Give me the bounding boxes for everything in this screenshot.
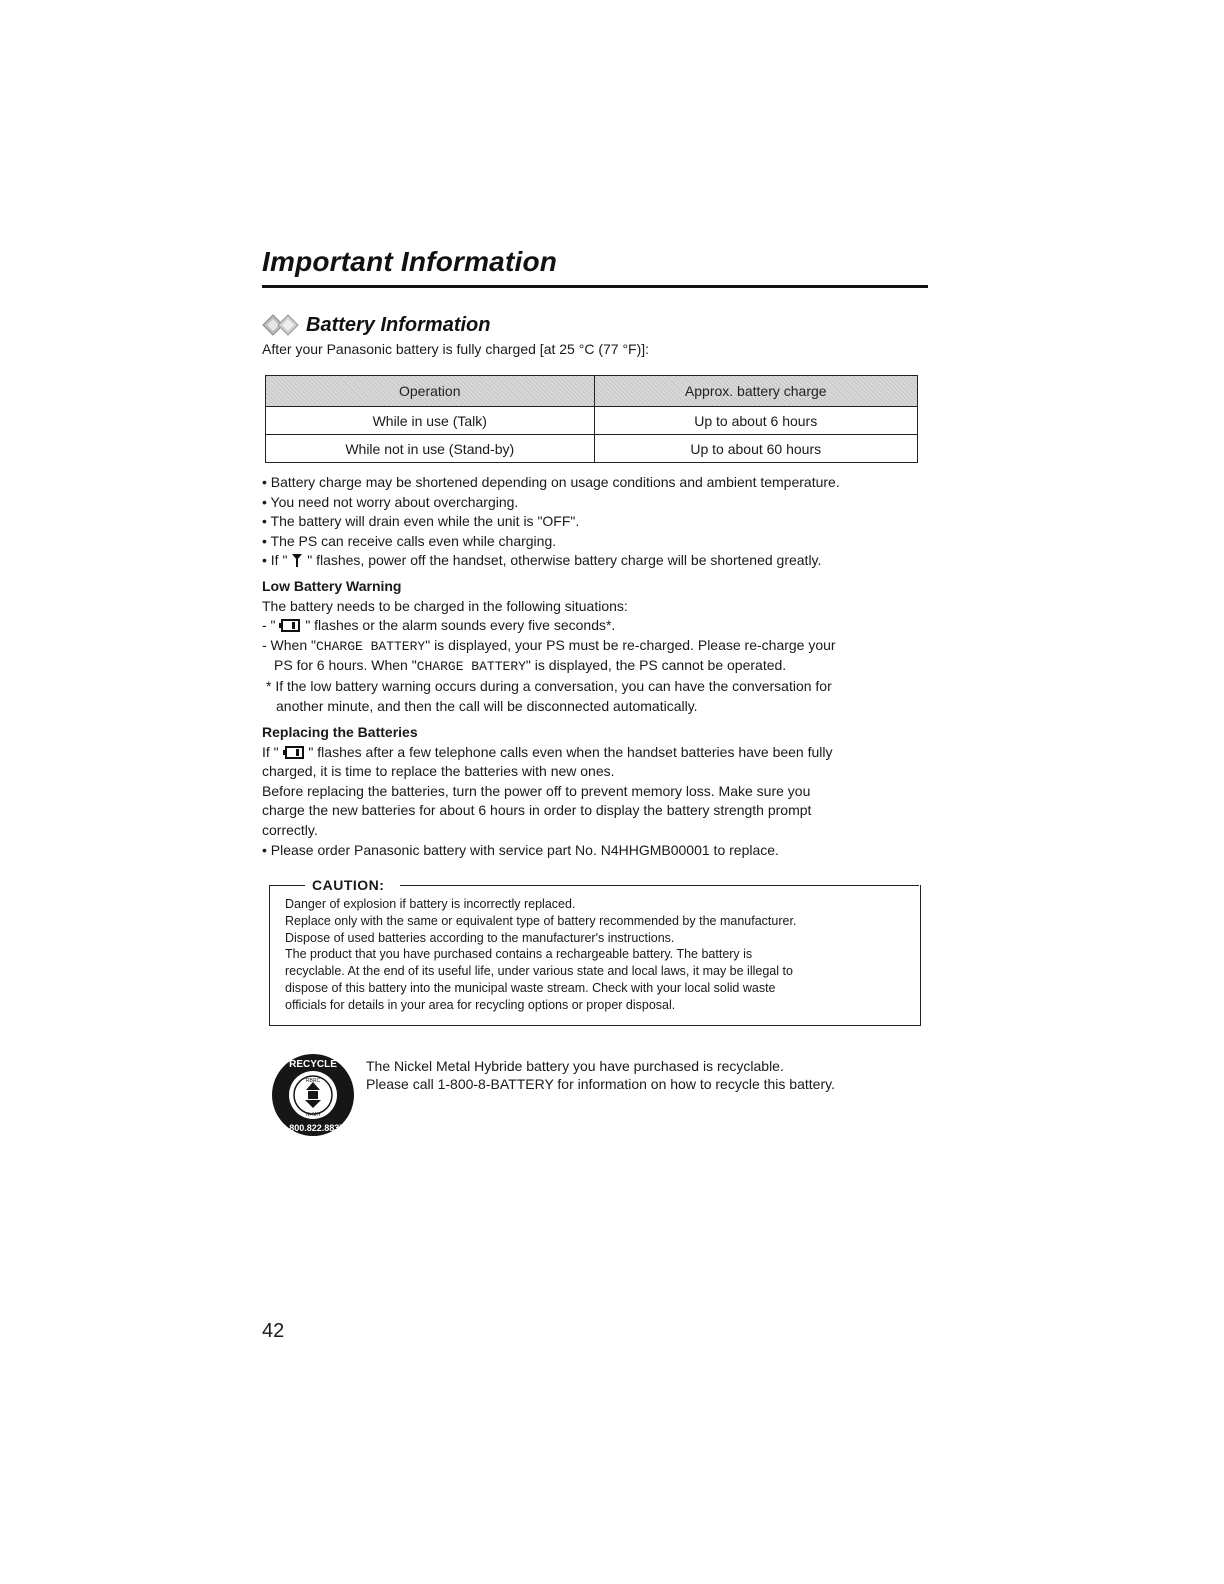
svg-text:RBRC: RBRC xyxy=(305,1078,321,1084)
list-item: • Please order Panasonic battery with service part No. N4HHGMB00001 to replace. xyxy=(262,841,779,858)
caution-line: officials for details in your area for recycling options or proper disposal. xyxy=(285,997,676,1012)
paragraph xyxy=(262,743,833,763)
page-number: 42 xyxy=(262,1320,285,1342)
table-cell: Up to about 60 hours xyxy=(594,435,918,463)
caution-line: recyclable. At the end of its useful life, under various state and local laws, it may be illegal to xyxy=(285,964,793,979)
low-battery-section xyxy=(262,577,836,716)
battery-table xyxy=(265,375,918,463)
paragraph: charged, it is time to replace the batteries with new ones. xyxy=(262,763,615,780)
paragraph: Before replacing the batteries, turn the power off to prevent memory loss. Make sure you xyxy=(262,782,811,799)
list-item: • The PS can receive calls even while charging. xyxy=(262,532,557,549)
caution-text xyxy=(285,896,910,1014)
item-text: " is displayed, your PS must be re-charged. Please re-charge your xyxy=(425,636,836,653)
replacing-section xyxy=(262,723,833,860)
caution-border xyxy=(400,885,919,886)
list-item xyxy=(262,551,840,571)
diamond-bullet-icon xyxy=(262,314,300,336)
list-item xyxy=(262,656,836,677)
table-header-row xyxy=(266,376,918,407)
item-text: " flashes or the alarm sounds every five seconds*. xyxy=(305,617,616,634)
table-cell: While in use (Talk) xyxy=(266,407,595,435)
caution-line: dispose of this battery into the municipal waste stream. Check with your local solid waste xyxy=(285,980,776,995)
item-text: " is displayed, the PS cannot be operated. xyxy=(525,657,787,674)
svg-text:1.800.822.8837: 1.800.822.8837 xyxy=(281,1123,345,1133)
recycle-seal-icon xyxy=(270,1052,356,1138)
antenna-icon xyxy=(291,553,303,567)
title-rule xyxy=(262,285,928,288)
table-row xyxy=(266,435,918,463)
list-item: • The battery will drain even while the unit is "OFF". xyxy=(262,513,580,530)
footnote: another minute, and then the call will be disconnected automatically. xyxy=(276,697,698,714)
item-text: - When " xyxy=(262,636,316,653)
section-intro: After your Panasonic battery is fully charged [at 25 °C (77 °F)]: xyxy=(262,341,650,357)
page-title: Important Information xyxy=(262,246,558,277)
list-item: • You need not worry about overcharging. xyxy=(262,493,519,510)
paragraph-text: " flashes after a few telephone calls even when the handset batteries have been fully xyxy=(308,743,833,760)
subheading-low-battery: Low Battery Warning xyxy=(262,578,402,594)
caution-line: Danger of explosion if battery is incorrectly replaced. xyxy=(285,897,576,911)
footnote: * If the low battery warning occurs during a conversation, you can have the conversation for xyxy=(266,677,832,694)
display-message: CHARGE BATTERY xyxy=(416,659,526,675)
svg-text:RECYCLE: RECYCLE xyxy=(289,1059,337,1070)
caution-line: Replace only with the same or equivalent type of battery recommended by the manufacturer. xyxy=(285,913,797,928)
table-header: Operation xyxy=(266,376,595,407)
item-text: PS for 6 hours. When " xyxy=(274,657,417,674)
list-item xyxy=(262,616,836,636)
note-text: • If " xyxy=(262,552,288,569)
table-cell: Up to about 6 hours xyxy=(594,407,918,435)
battery-low-icon xyxy=(279,619,301,632)
caution-label: CAUTION: xyxy=(312,877,385,893)
caution-line: Dispose of used batteries according to the manufacturer's instructions. xyxy=(285,930,675,945)
battery-low-icon xyxy=(283,746,305,759)
table-header: Approx. battery charge xyxy=(594,376,918,407)
list-item xyxy=(262,636,836,657)
recycle-line: The Nickel Metal Hybride battery you have purchased is recyclable. xyxy=(366,1058,784,1074)
caution-border xyxy=(269,885,305,886)
note-text: " flashes, power off the handset, otherwise battery charge will be shortened greatly. xyxy=(307,552,822,569)
svg-text:Ni-MH: Ni-MH xyxy=(305,1112,321,1118)
caution-line: The product that you have purchased contains a rechargeable battery. The battery is xyxy=(285,947,753,962)
paragraph: correctly. xyxy=(262,821,318,838)
subheading-replacing: Replacing the Batteries xyxy=(262,724,418,740)
item-text: - " xyxy=(262,617,276,634)
paragraph: charge the new batteries for about 6 hours in order to display the battery strength prompt xyxy=(262,802,812,819)
paragraph: The battery needs to be charged in the following situations: xyxy=(262,597,628,614)
table-cell: While not in use (Stand-by) xyxy=(266,435,595,463)
table-row xyxy=(266,407,918,435)
display-message: CHARGE BATTERY xyxy=(315,638,426,654)
recycle-text xyxy=(366,1057,835,1093)
section-title: Battery Information xyxy=(306,313,491,336)
notes-list xyxy=(262,473,840,571)
recycle-line: Please call 1-800-8-BATTERY for information on how to recycle this battery. xyxy=(366,1076,835,1092)
paragraph-text: If " xyxy=(262,743,279,760)
list-item: • Battery charge may be shortened depending on usage conditions and ambient temperature. xyxy=(262,474,840,490)
section-heading xyxy=(262,311,490,339)
